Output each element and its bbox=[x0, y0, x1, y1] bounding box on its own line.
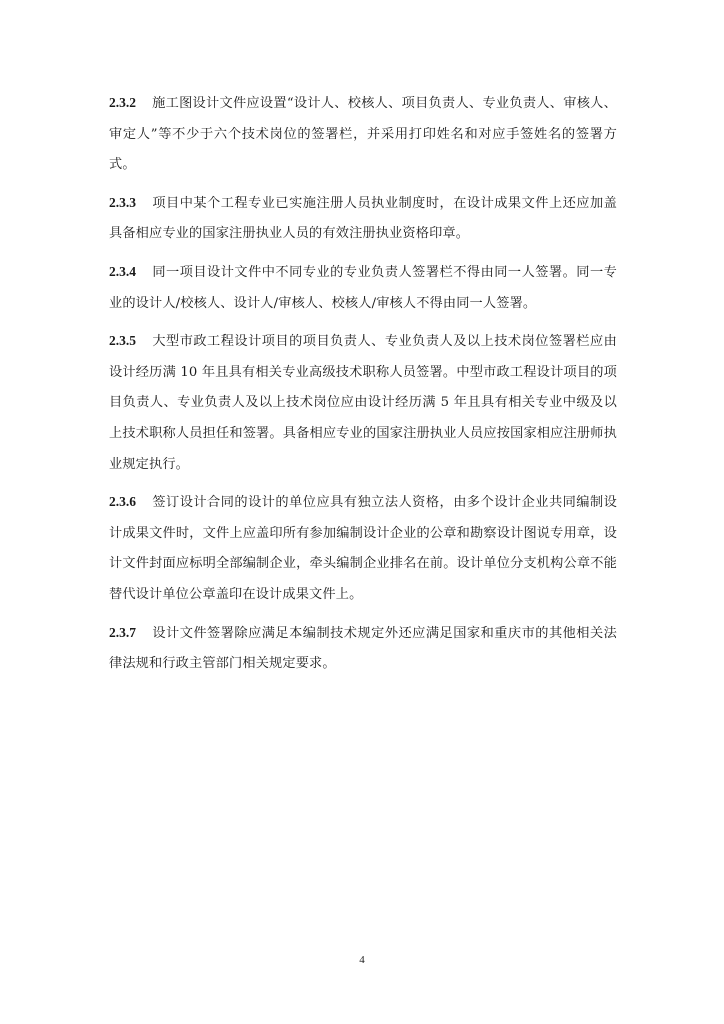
clause-number: 2.3.3 bbox=[109, 194, 136, 210]
clause-text: 设计文件签署除应满足本编制技术规定外还应满足国家和重庆市的其他相关法律法规和行政主管部门相关规定要求。 bbox=[109, 625, 617, 672]
clause-text: 施工图设计文件应设置“设计人、校核人、项目负责人、专业负责人、审核人、审定人”等不少于六个技术岗位的签署栏，并采用打印姓名和对应手签姓名的签署方式。 bbox=[109, 96, 617, 173]
clause-list bbox=[109, 88, 617, 687]
clause-number: 2.3.7 bbox=[109, 624, 136, 640]
clause-text: 同一项目设计文件中不同专业的专业负责人签署栏不得由同一人签署。同一专业的设计人/校核人、设计人/审核人、校核人/审核人不得由同一人签署。 bbox=[109, 264, 617, 311]
clause-2-3-2 bbox=[109, 88, 617, 181]
clause-text: 大型市政工程设计项目的项目负责人、专业负责人及以上技术岗位签署栏应由设计经历满 10 年且具有相关专业高级技术职称人员签署。中型市政工程设计项目的项目负责人、专业负责人及以上技术岗位应由设计经历满 5 年且具有相关专业中级及以上技术职称人员担任和签署。具备相应专业的国家注册执业人员应按国家相应注册师执业规定执行。 bbox=[109, 334, 617, 472]
clause-2-3-4 bbox=[109, 257, 617, 319]
clause-2-3-6 bbox=[109, 487, 617, 610]
clause-2-3-3 bbox=[109, 188, 617, 250]
clause-number: 2.3.6 bbox=[109, 494, 136, 510]
clause-text: 签订设计合同的设计的单位应具有独立法人资格，由多个设计企业共同编制设计成果文件时，文件上应盖印所有参加编制设计企业的公章和勘察设计图说专用章，设计文件封面应标明全部编制企业，牵头编制企业排名在前。设计单位分支机构公章不能替代设计单位公章盖印在设计成果文件上。 bbox=[109, 495, 617, 602]
page-number: 4 bbox=[359, 954, 365, 966]
clause-number: 2.3.4 bbox=[109, 263, 136, 279]
clause-text: 项目中某个工程专业已实施注册人员执业制度时，在设计成果文件上还应加盖具备相应专业的国家注册执业人员的有效注册执业资格印章。 bbox=[109, 195, 617, 242]
clause-2-3-5 bbox=[109, 326, 617, 480]
clause-number: 2.3.5 bbox=[109, 333, 136, 349]
clause-2-3-7 bbox=[109, 618, 617, 680]
clause-number: 2.3.2 bbox=[109, 95, 136, 110]
